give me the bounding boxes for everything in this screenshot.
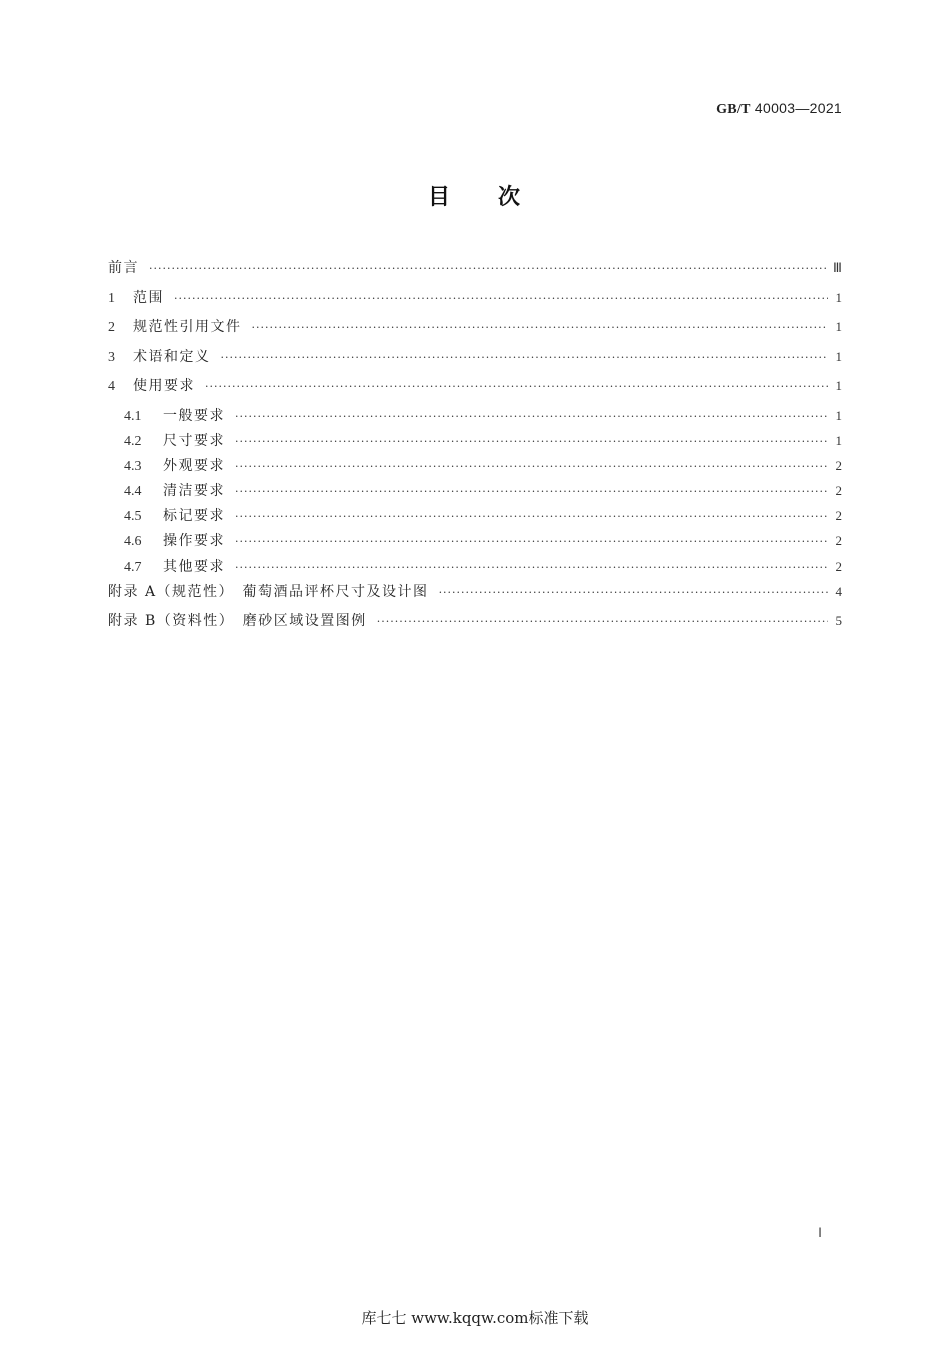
toc-subentry-4-3[interactable] [108, 456, 842, 481]
toc-entry-page: 1 [835, 348, 842, 364]
toc-subentry-4-6[interactable] [108, 531, 842, 556]
toc-entry-requirements[interactable] [108, 376, 842, 406]
toc-entry-number: 4.7 [124, 559, 142, 575]
toc-title-char-1: 目 [427, 185, 452, 210]
toc-title-char-2: 次 [498, 185, 523, 210]
toc-leader-dots [235, 558, 828, 578]
toc-leader-dots [235, 482, 828, 502]
toc-entry-page: 1 [835, 319, 842, 335]
toc-entry-label: 其他要求 [163, 558, 225, 575]
toc-leader-dots [235, 432, 828, 452]
toc-leader-dots [174, 289, 828, 309]
toc-subentry-4-2[interactable] [108, 431, 842, 456]
toc-entry-annex-b[interactable] [108, 611, 842, 641]
toc-entry-annex-a[interactable] [108, 582, 842, 612]
toc-title [0, 180, 950, 211]
toc-entry-normative-references[interactable] [108, 317, 842, 347]
toc-subentry-4-7[interactable] [108, 557, 842, 582]
toc-entry-page: 4 [835, 583, 842, 599]
toc-entry-page: 1 [835, 407, 842, 423]
toc-entry-number: 4.6 [124, 534, 142, 550]
toc-leader-dots [149, 259, 827, 279]
toc-entry-number: 4.2 [124, 434, 142, 450]
toc-subentry-4-1[interactable] [108, 406, 842, 431]
table-of-contents [108, 258, 842, 641]
toc-entry-number: 4.4 [124, 484, 142, 500]
toc-entry-page: 2 [835, 458, 842, 474]
toc-leader-dots [439, 583, 828, 603]
toc-entry-number: 4.1 [124, 408, 142, 424]
toc-entry-number: 2 [108, 320, 115, 336]
toc-entry-page: 2 [835, 508, 842, 524]
toc-entry-page: 5 [835, 613, 842, 629]
toc-leader-dots [235, 457, 828, 477]
toc-entry-page: 2 [835, 483, 842, 499]
toc-entry-number: 1 [108, 290, 115, 306]
toc-leader-dots [221, 348, 829, 368]
toc-subentry-4-5[interactable] [108, 506, 842, 531]
standard-number: 40003—2021 [754, 100, 842, 116]
toc-entry-number: 3 [108, 349, 115, 365]
toc-leader-dots [235, 407, 828, 427]
standard-prefix: GB/T [716, 102, 751, 117]
toc-subentry-4-4[interactable] [108, 481, 842, 506]
toc-entry-terms[interactable] [108, 347, 842, 377]
toc-entry-page: Ⅲ [833, 260, 842, 275]
toc-leader-dots [235, 507, 828, 527]
toc-entry-label: 一般要求 [163, 407, 225, 424]
toc-entry-page: 1 [835, 289, 842, 305]
page-number: Ⅰ [818, 1225, 822, 1240]
toc-entry-label: 规范性引用文件 [133, 319, 242, 336]
toc-entry-label: 标记要求 [163, 508, 225, 525]
toc-entry-page: 1 [835, 378, 842, 394]
toc-entry-page: 2 [835, 533, 842, 549]
toc-leader-dots [235, 532, 828, 552]
toc-entry-label: 术语和定义 [133, 348, 211, 365]
toc-leader-dots [377, 612, 828, 632]
toc-entry-page: 1 [835, 433, 842, 449]
toc-entry-number: 4.3 [124, 459, 142, 475]
toc-entry-label: 尺寸要求 [163, 433, 225, 450]
toc-entry-label: 使用要求 [133, 378, 195, 395]
toc-leader-dots [252, 318, 829, 338]
toc-entry-label: 外观要求 [163, 458, 225, 475]
standard-code [716, 100, 842, 118]
toc-entry-number: 4.5 [124, 509, 142, 525]
toc-entry-label: 清洁要求 [163, 483, 225, 500]
toc-entry-page: 2 [835, 558, 842, 574]
toc-entry-label: 附录 B（资料性） 磨砂区域设置图例 [108, 613, 367, 630]
toc-entry-label: 前言 [108, 260, 139, 276]
toc-entry-scope[interactable] [108, 288, 842, 318]
toc-entry-label: 范围 [133, 289, 164, 306]
footer-watermark: 库七七 www.kqqw.com标准下载 [361, 1309, 589, 1327]
toc-entry-number: 4 [108, 379, 115, 395]
toc-entry-label: 操作要求 [163, 533, 225, 550]
toc-leader-dots [205, 377, 828, 397]
toc-entry-label: 附录 A（规范性） 葡萄酒品评杯尺寸及设计图 [108, 583, 429, 600]
toc-entry-foreword[interactable] [108, 258, 842, 288]
